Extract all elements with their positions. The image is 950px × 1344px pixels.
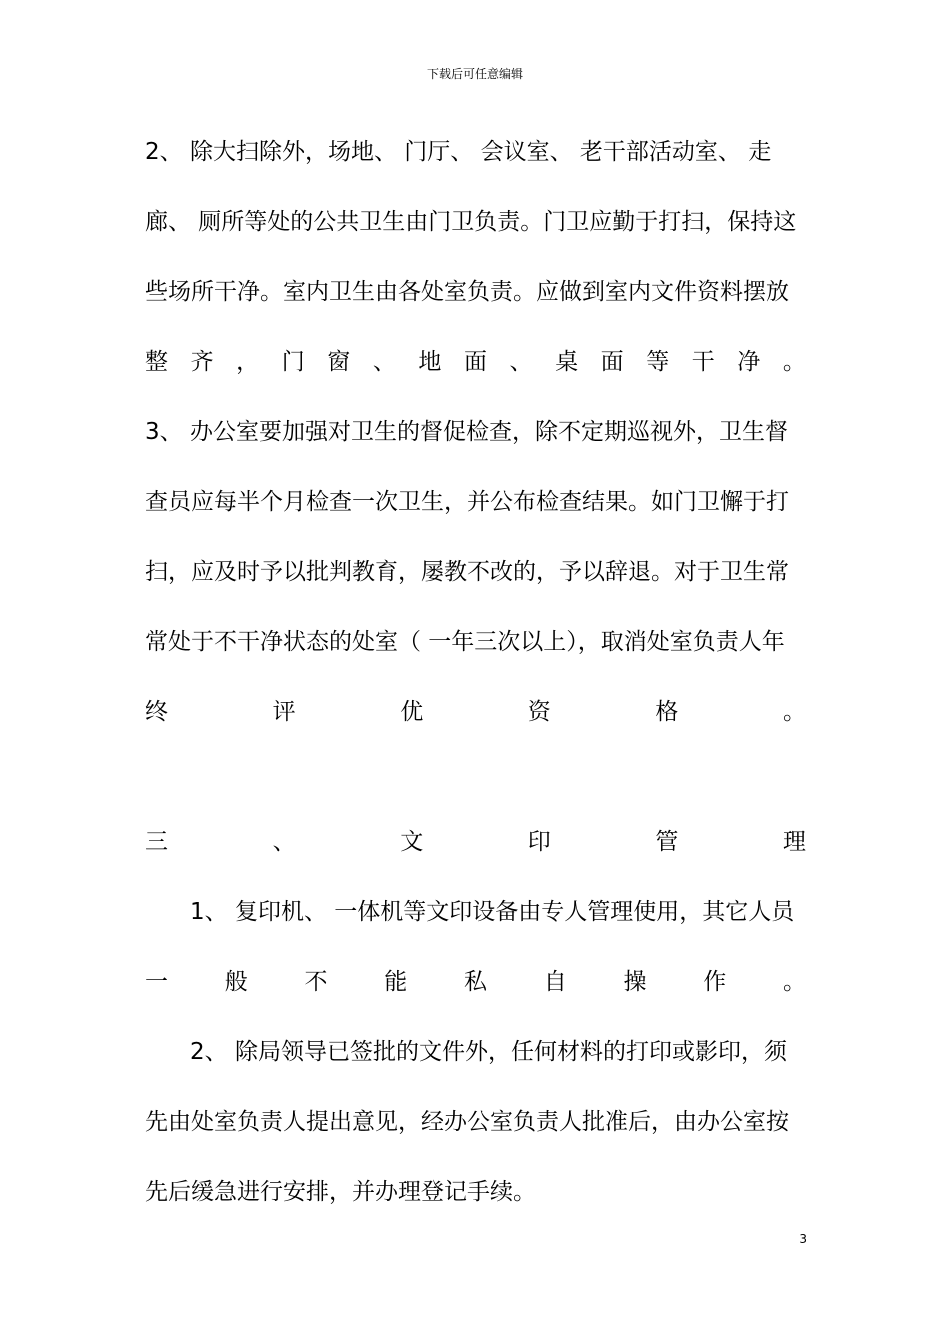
paragraph-line: 2、 除大扫除外，场地、 门厅、 会议室、 老干部活动室、 走 <box>145 139 772 165</box>
char: 私 <box>464 969 487 995</box>
char: 面 <box>600 349 624 375</box>
paragraph-line: 扫，应及时予以批判教育，屡教不改的，予以辞退。对于卫生常 <box>145 559 789 585</box>
char: 、 <box>509 349 533 375</box>
char: 。 <box>782 349 806 375</box>
char: 优 <box>400 699 424 725</box>
paragraph-line: 2、 除局领导已签批的文件外，任何材料的打印或影印，须 <box>190 1039 787 1065</box>
heading-char: 管 <box>655 829 679 855</box>
paragraph-line: 3、 办公室要加强对卫生的督促检查，除不定期巡视外，卫生督 <box>145 419 788 445</box>
page-number: 3 <box>799 1232 807 1246</box>
page-header: 下载后可任意编辑 <box>426 67 523 81</box>
char: 资 <box>527 699 551 725</box>
section-heading <box>145 827 806 857</box>
heading-char: 理 <box>782 829 806 855</box>
char: 门 <box>281 349 305 375</box>
char: 评 <box>272 699 296 725</box>
char: 面 <box>463 349 487 375</box>
char: 等 <box>646 349 670 375</box>
char: ， <box>236 349 260 375</box>
char: 窗 <box>327 349 351 375</box>
char: 桌 <box>555 349 579 375</box>
char: 整 <box>145 349 168 375</box>
char: 操 <box>623 969 647 995</box>
char: 、 <box>372 349 396 375</box>
heading-char: 文 <box>400 829 424 855</box>
paragraph-line-justified <box>145 697 806 727</box>
paragraph-line: 1、 复印机、 一体机等文印设备由专人管理使用，其它人员 <box>190 899 795 925</box>
paragraph-line: 廊、 厕所等处的公共卫生由门卫负责。门卫应勤于打扫，保持这 <box>145 209 797 235</box>
char: 齐 <box>190 349 214 375</box>
paragraph-line: 先由处室负责人提出意见，经办公室负责人批准后，由办公室按 <box>145 1109 789 1135</box>
char: 净 <box>737 349 761 375</box>
char: 。 <box>782 699 806 725</box>
paragraph-line-justified <box>145 347 806 377</box>
char: 地 <box>418 349 442 375</box>
char: 格 <box>655 699 679 725</box>
char: 自 <box>543 969 567 995</box>
char: 一 <box>145 969 168 995</box>
char: 干 <box>691 349 715 375</box>
char: 。 <box>783 969 806 995</box>
paragraph-line-justified <box>145 967 806 997</box>
paragraph-line: 常处于不干净状态的处室（ 一年三次以上），取消处室负责人年 <box>145 629 785 655</box>
heading-char: 、 <box>272 829 296 855</box>
heading-char: 三 <box>145 829 168 855</box>
char: 能 <box>384 969 408 995</box>
heading-char: 印 <box>527 829 551 855</box>
char: 般 <box>224 969 248 995</box>
char: 不 <box>304 969 328 995</box>
paragraph-line: 查员应每半个月检查一次卫生，并公布检查结果。如门卫懈于打 <box>145 489 789 515</box>
paragraph-line: 先后缓急进行安排，并办理登记手续。 <box>145 1179 536 1205</box>
char: 终 <box>145 699 168 725</box>
paragraph-line: 些场所干净。室内卫生由各处室负责。应做到室内文件资料摆放 <box>145 279 789 305</box>
char: 作 <box>703 969 727 995</box>
